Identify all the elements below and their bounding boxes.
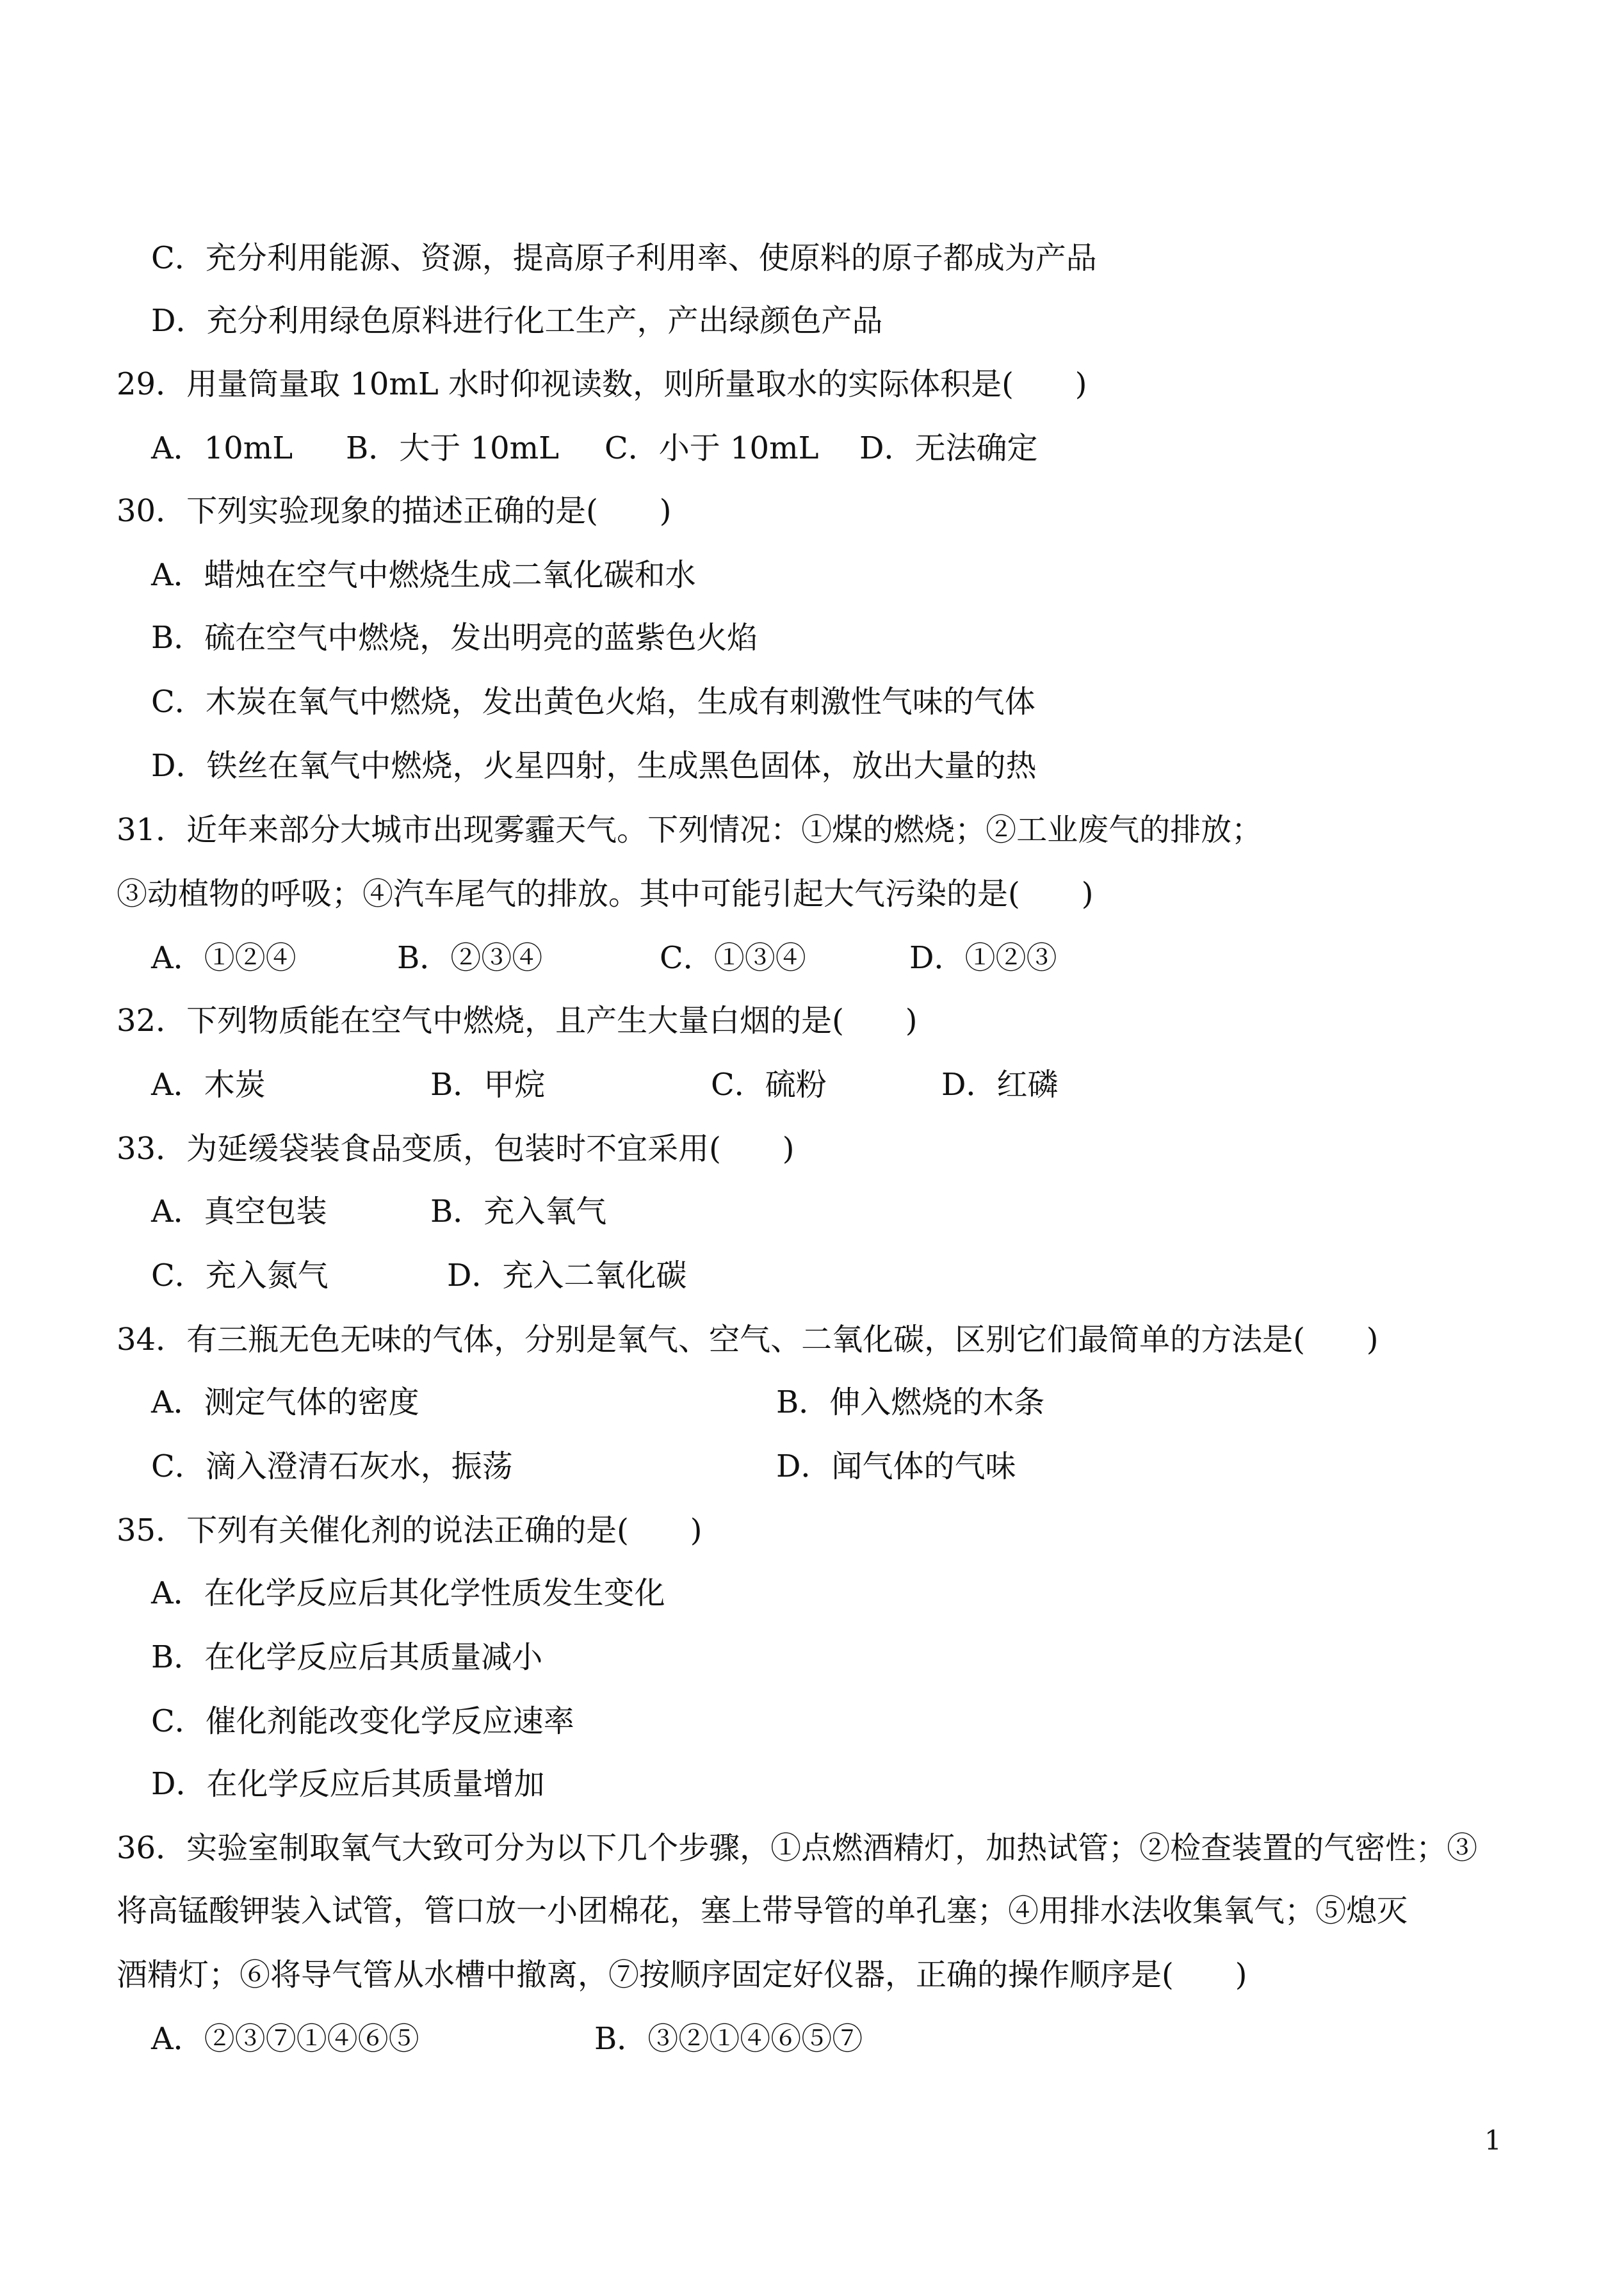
page-number: 1	[1484, 2125, 1502, 2156]
q29-option-a: A．10mL	[151, 430, 293, 466]
question-33: 33．为延缓袋装食品变质，包装时不宜采用( )	[117, 1131, 795, 1167]
q29-option-d: D．无法确定	[859, 430, 1038, 466]
question-30: 30．下列实验现象的描述正确的是( )	[117, 493, 672, 529]
q30-option-d: D．铁丝在氧气中燃烧，火星四射，生成黑色固体，放出大量的热	[151, 748, 1037, 784]
q34-option-b: B．伸入燃烧的木条	[776, 1384, 1045, 1420]
q30-option-b: B．硫在空气中燃烧，发出明亮的蓝紫色火焰	[151, 620, 758, 656]
question-32: 32．下列物质能在空气中燃烧，且产生大量白烟的是( )	[117, 1003, 918, 1039]
q36-option-b: B．③②①④⑥⑤⑦	[594, 2021, 863, 2057]
q33-option-d: D．充入二氧化碳	[447, 1258, 687, 1293]
question-31-line-2: ③动植物的呼吸；④汽车尾气的排放。其中可能引起大气污染的是( )	[117, 876, 1094, 912]
q33-option-c: C．充入氮气	[151, 1258, 329, 1293]
q31-option-d: D．①②③	[909, 940, 1057, 976]
q29-option-b: B．大于 10mL	[346, 430, 560, 466]
question-31-line-1: 31．近年来部分大城市出现雾霾天气。下列情况：①煤的燃烧；②工业废气的排放；	[117, 812, 1263, 848]
question-36-line-2: 将高锰酸钾装入试管，管口放一小团棉花，塞上带导管的单孔塞；④用排水法收集氧气；⑤熄灭	[117, 1893, 1408, 1929]
q31-option-b: B．②③④	[397, 940, 543, 976]
q31-option-a: A．①②④	[151, 940, 296, 976]
q34-option-a: A．测定气体的密度	[151, 1384, 419, 1420]
q32-option-a: A．木炭	[151, 1067, 266, 1103]
q30-option-c: C．木炭在氧气中燃烧，发出黄色火焰，生成有刺激性气味的气体	[151, 684, 1035, 720]
q31-option-c: C．①③④	[660, 940, 806, 976]
q36-option-a: A．②③⑦①④⑥⑤	[151, 2021, 419, 2057]
q28-option-c: C．充分利用能源、资源，提高原子利用率、使原料的原子都成为产品	[151, 240, 1097, 276]
question-34: 34．有三瓶无色无味的气体，分别是氧气、空气、二氧化碳，区别它们最简单的方法是( )	[117, 1322, 1379, 1358]
q32-option-d: D．红磷	[941, 1067, 1059, 1103]
q35-option-a: A．在化学反应后其化学性质发生变化	[151, 1575, 665, 1611]
q32-option-c: C．硫粉	[711, 1067, 827, 1103]
question-36-line-3: 酒精灯；⑥将导气管从水槽中撤离，⑦按顺序固定好仪器，正确的操作顺序是( )	[117, 1957, 1247, 1993]
question-29: 29．用量筒量取 10mL 水时仰视读数，则所量取水的实际体积是( )	[117, 366, 1087, 402]
q34-option-d: D．闻气体的气味	[776, 1448, 1016, 1484]
q34-option-c: C．滴入澄清石灰水，振荡	[151, 1448, 513, 1484]
q28-option-d: D．充分利用绿色原料进行化工生产，产出绿颜色产品	[151, 303, 883, 339]
q29-option-c: C．小于 10mL	[605, 430, 819, 466]
q35-option-b: B．在化学反应后其质量减小	[151, 1639, 543, 1675]
q32-option-b: B．甲烷	[430, 1067, 546, 1103]
q30-option-a: A．蜡烛在空气中燃烧生成二氧化碳和水	[151, 557, 696, 593]
q35-option-d: D．在化学反应后其质量增加	[151, 1766, 545, 1802]
q33-option-a: A．真空包装	[151, 1194, 327, 1229]
q33-option-b: B．充入氧气	[430, 1194, 607, 1229]
q35-option-c: C．催化剂能改变化学反应速率	[151, 1703, 574, 1739]
question-35: 35．下列有关催化剂的说法正确的是( )	[117, 1512, 702, 1548]
question-36-line-1: 36．实验室制取氧气大致可分为以下几个步骤，①点燃酒精灯，加热试管；②检查装置的气密性；③	[117, 1830, 1478, 1866]
